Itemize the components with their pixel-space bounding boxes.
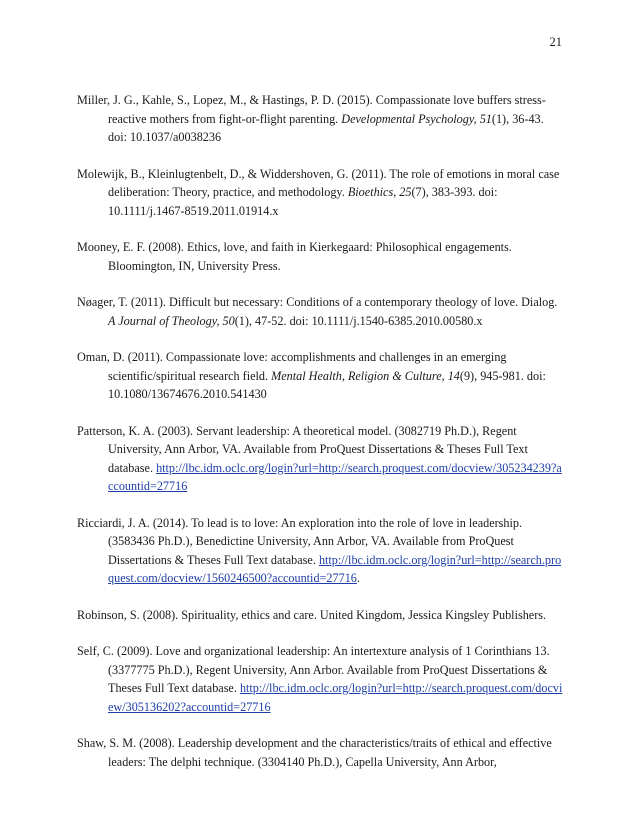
reference-entry <box>77 165 563 221</box>
reference-text: (9), 945-981. doi: 10.1080/13674676.2010.541430 <box>108 368 546 401</box>
reference-text: Robinson, S. (2008). Spirituality, ethics and care. United Kingdom, Jessica Kingsley Publishers. <box>77 607 547 622</box>
reference-text: Oman, D. (2011). Compassionate love: accomplishments and challenges in an emerging scientific/spiritual research field. <box>77 350 507 383</box>
reference-text: (7), 383-393. doi: 10.1111/j.1467-8519.2011.01914.x <box>108 185 498 218</box>
reference-entry <box>77 348 563 404</box>
reference-text: (1), 36-43. doi: 10.1037/a0038236 <box>108 111 544 144</box>
reference-link[interactable]: http://lbc.idm.oclc.org/login?url=http://search.proquest.com/docview/305234239?accountid=27716 <box>108 460 562 493</box>
reference-entry <box>77 514 563 588</box>
reference-entry <box>77 91 563 147</box>
reference-journal: Bioethics, 25 <box>347 185 412 199</box>
reference-text: Mooney, E. F. (2008). Ethics, love, and faith in Kierkegaard: Philosophical engagements. Bloomington, IN, University Press. <box>77 240 512 273</box>
reference-text: Ricciardi, J. A. (2014). To lead is to love: An exploration into the role of love in leadership. (3583436 Ph.D.), Benedictine University, Ann Arbor, VA. Available from ProQuest Dissertations & Theses Full Text database. <box>77 515 523 567</box>
reference-list <box>77 91 563 789</box>
reference-text: Miller, J. G., Kahle, S., Lopez, M., & Hastings, P. D. (2015). Compassionate love buffers stress-reactive mothers from fight-or-flight parenting. <box>77 93 546 126</box>
reference-text: Nøager, T. (2011). Difficult but necessary: Conditions of a contemporary theology of love. Dialog. <box>77 295 558 309</box>
reference-entry <box>77 606 563 625</box>
reference-entry <box>77 238 563 275</box>
reference-entry <box>77 642 563 716</box>
reference-text: (1), 47-52. doi: 10.1111/j.1540-6385.2010.00580.x <box>234 313 483 328</box>
reference-journal: A Journal of Theology, 50 <box>108 313 235 328</box>
reference-text: Patterson, K. A. (2003). Servant leadership: A theoretical model. (3082719 Ph.D.), Regent University, Ann Arbor, VA. Available from ProQuest Dissertations & Theses Full Text database. <box>77 423 528 475</box>
reference-text: Self, C. (2009). Love and organizational leadership: An intertexture analysis of 1 Corinthians 13. (3377775 Ph.D.), Regent University, Ann Arbor. Available from ProQuest Dissertations & Theses Full Text database. <box>77 644 550 695</box>
reference-link[interactable]: http://lbc.idm.oclc.org/login?url=http://search.proquest.com/docview/1560246500?accountid=27716 <box>108 552 562 585</box>
reference-entry <box>77 734 563 771</box>
page-number: 21 <box>549 35 562 49</box>
reference-text: Molewijk, B., Kleinlugtenbelt, D., & Widdershoven, G. (2011). The role of emotions in moral case deliberation: Theory, practice, and methodology. <box>77 166 560 199</box>
reference-text: . <box>356 571 360 585</box>
reference-entry <box>77 293 563 330</box>
reference-link[interactable]: http://lbc.idm.oclc.org/login?url=http://search.proquest.com/docview/305136202?accountid=27716 <box>108 681 563 714</box>
reference-journal: Mental Health, Religion & Culture, 14 <box>271 368 460 383</box>
reference-text: Shaw, S. M. (2008). Leadership development and the characteristics/traits of ethical and effective leaders: The delphi technique. (3304140 Ph.D.), Capella University, Ann Arbor, <box>77 736 552 769</box>
reference-journal: Developmental Psychology, 51 <box>341 111 492 126</box>
reference-entry <box>77 422 563 496</box>
